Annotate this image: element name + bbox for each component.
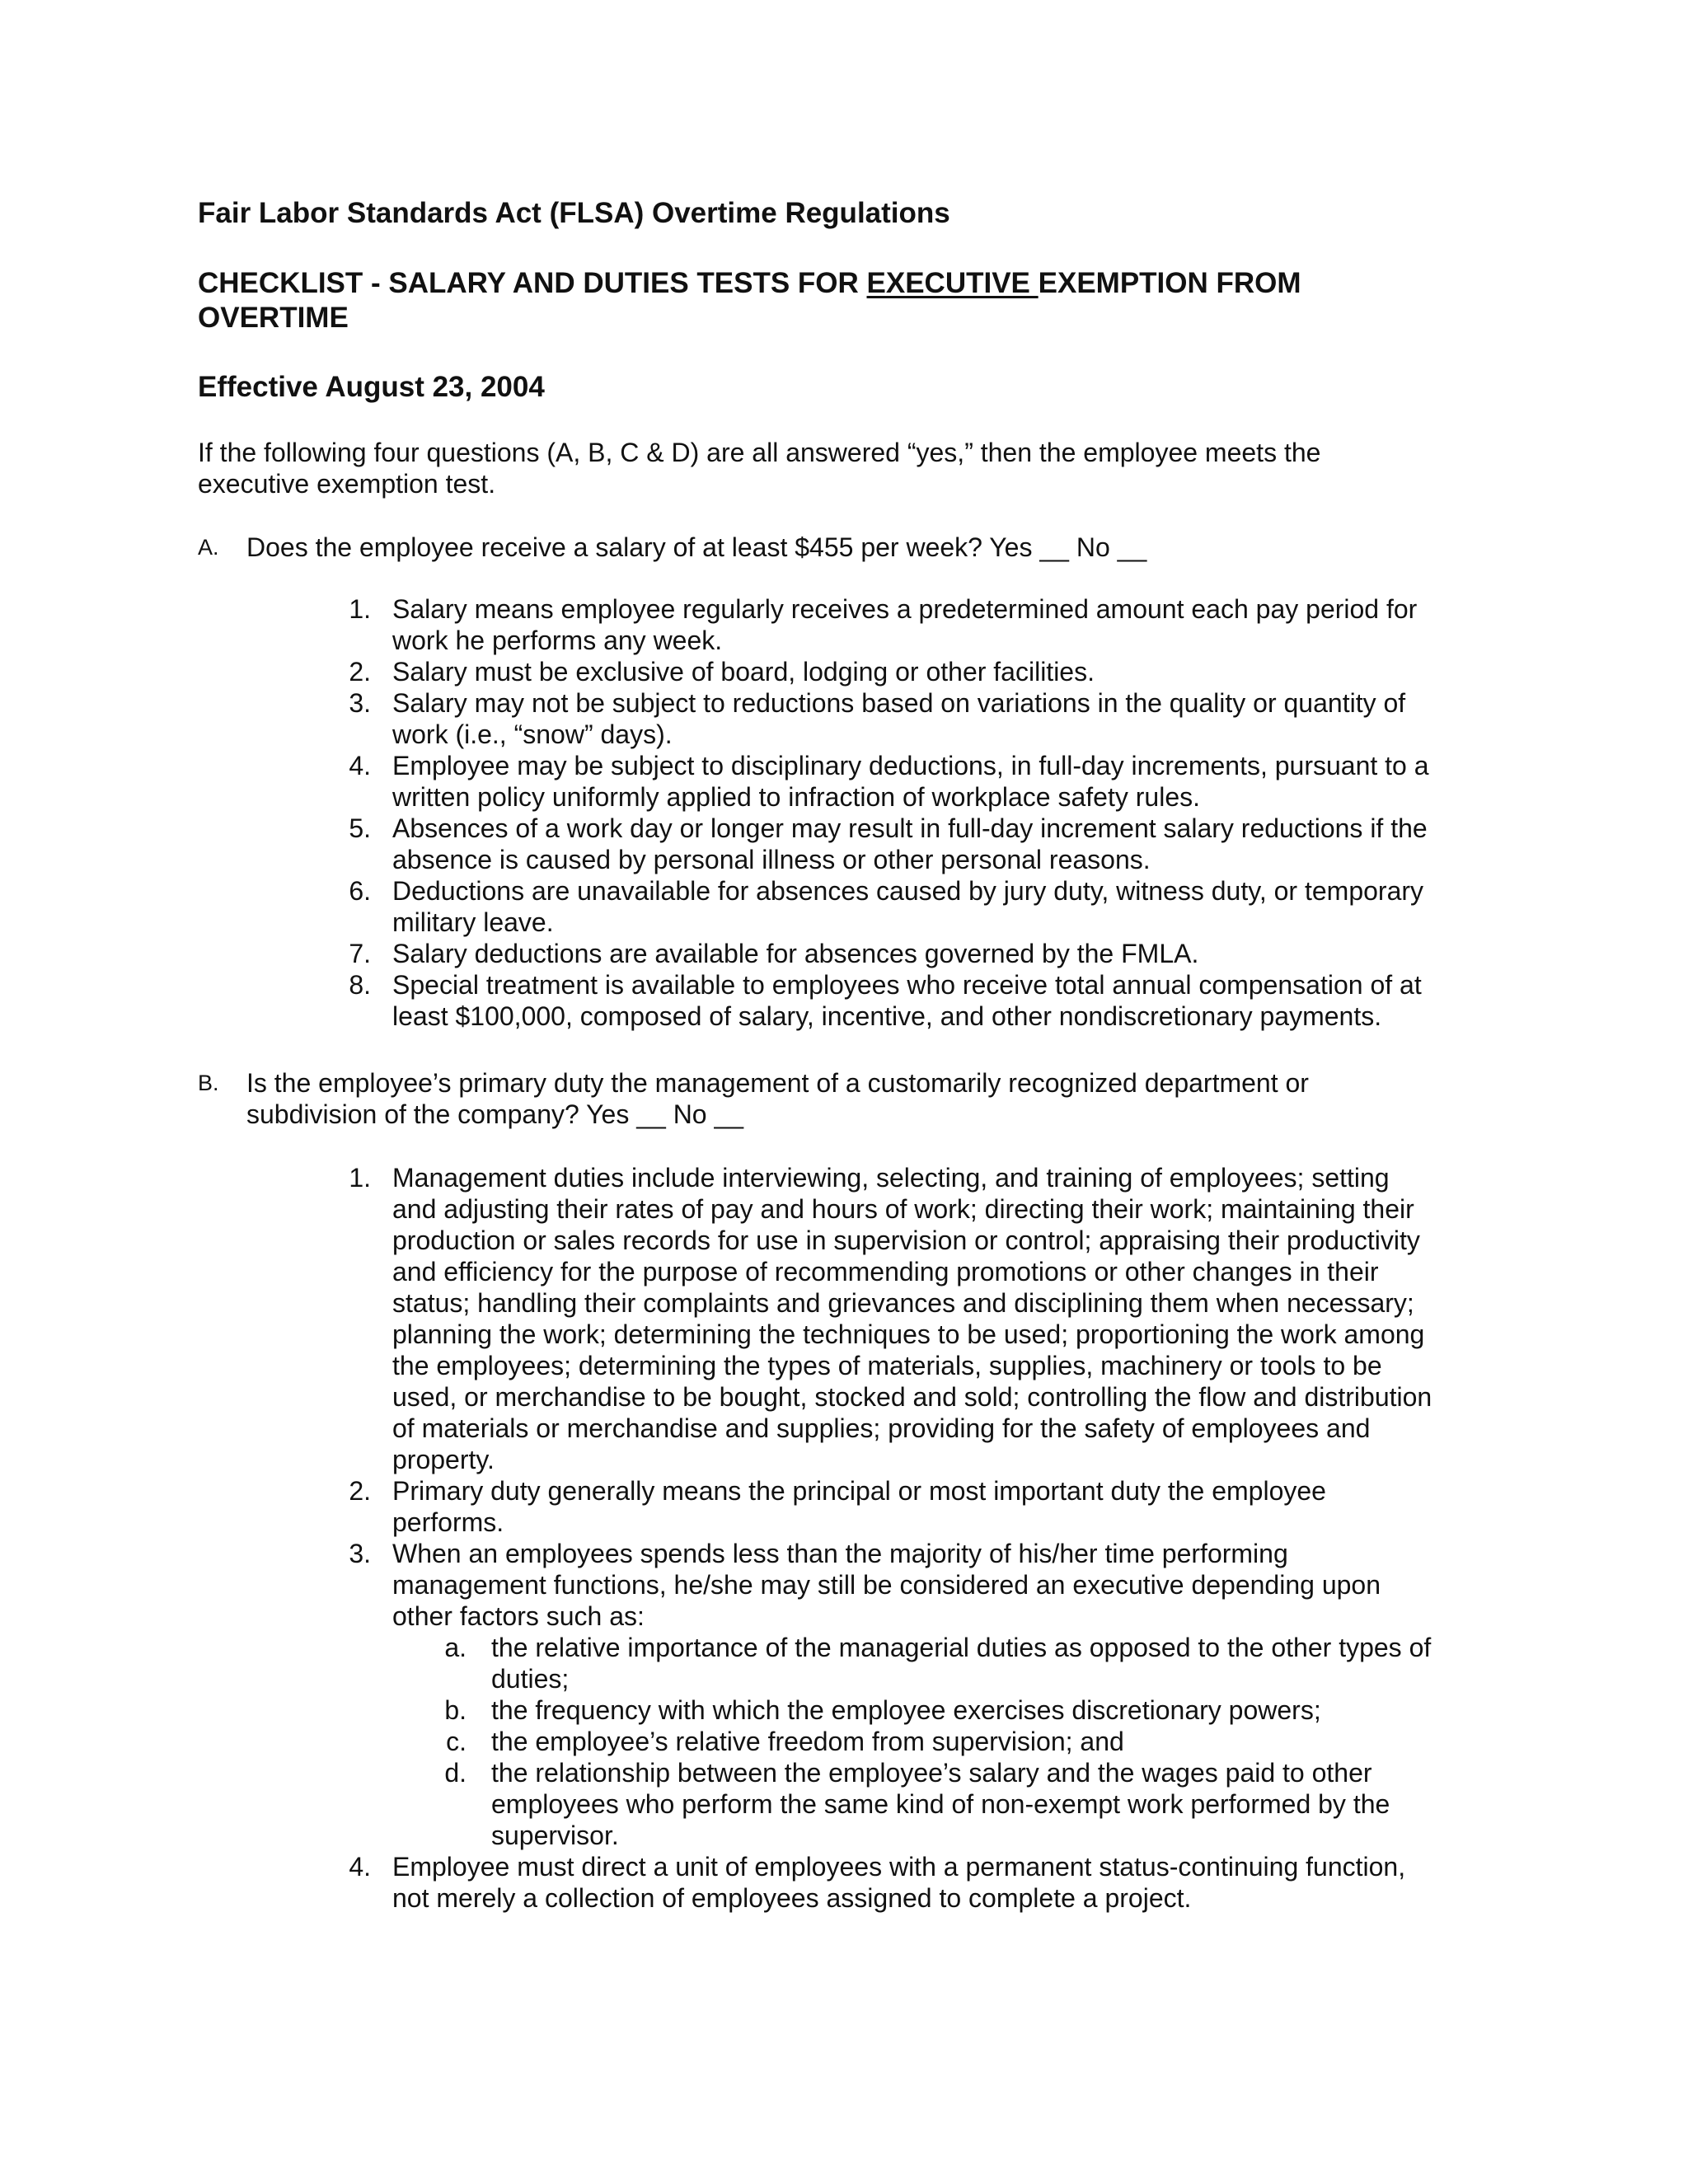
section-b-question-line1: Is the employee’s primary duty the management of a customarily recognized department or <box>246 1068 1309 1098</box>
section-b-subitem-c-number: c. <box>446 1727 467 1756</box>
section-b-subitem-b-text-line: the frequency with which the employee exercises discretionary powers; <box>491 1695 1321 1725</box>
section-b-item-1-number: 1. <box>349 1163 371 1193</box>
section-b-item-1-text-line: and efficiency for the purpose of recommending promotions or other changes in their <box>392 1257 1379 1286</box>
section-b-question-line2: subdivision of the company? Yes __ No __ <box>246 1099 744 1129</box>
intro-line-2: executive exemption test. <box>198 469 496 499</box>
section-b-item-1-text-line: property. <box>392 1445 495 1474</box>
section-b-item-4-text-line: Employee must direct a unit of employees with a permanent status-continuing function, <box>392 1852 1406 1882</box>
section-b-item-1-text-line: Management duties include interviewing, selecting, and training of employees; setting <box>392 1163 1390 1193</box>
section-b-marker: B. <box>198 1071 219 1095</box>
section-b-item-1-text-line: production or sales records for use in supervision or control; appraising their productivity <box>392 1226 1420 1255</box>
section-b-item-3-text-line: other factors such as: <box>392 1601 645 1631</box>
section-a-item-3-number: 3. <box>349 688 371 718</box>
section-b-subitem-a-text-line: the relative importance of the managerial duties as opposed to the other types of <box>491 1633 1432 1662</box>
section-b-item-3-text-line: management functions, he/she may still be considered an executive depending upon <box>392 1570 1381 1600</box>
section-b-item-1-text-line: used, or merchandise to be bought, stocked and sold; controlling the flow and distribution <box>392 1382 1432 1412</box>
checklist-prefix: CHECKLIST - SALARY AND DUTIES TESTS FOR <box>198 267 867 299</box>
section-a-item-4-text-line: Employee may be subject to disciplinary deductions, in full-day increments, pursuant to a <box>392 751 1429 780</box>
checklist-heading-line2: OVERTIME <box>198 302 349 334</box>
section-b-item-4-text-line: not merely a collection of employees assigned to complete a project. <box>392 1883 1192 1913</box>
section-a-item-2-number: 2. <box>349 657 371 687</box>
intro-line-1: If the following four questions (A, B, C & D) are all answered “yes,” then the employee meets the <box>198 438 1321 467</box>
section-a-item-6-text-line: military leave. <box>392 907 554 937</box>
section-b-item-4-number: 4. <box>349 1852 371 1882</box>
section-b-item-1-text-line: of materials or merchandise and supplies; providing for the safety of employees and <box>392 1413 1371 1443</box>
section-a-item-8-number: 8. <box>349 970 371 1000</box>
checklist-underlined: EXECUTIVE <box>866 267 1039 299</box>
section-a-item-1-text-line: work he performs any week. <box>392 626 723 655</box>
section-b-subitem-b-number: b. <box>444 1695 467 1725</box>
section-b-subitem-d-text-line: supervisor. <box>491 1821 619 1850</box>
section-b-item-2-number: 2. <box>349 1476 371 1506</box>
section-a-item-8-text-line: Special treatment is available to employees who receive total annual compensation of at <box>392 970 1422 1000</box>
section-a-item-5-number: 5. <box>349 813 371 843</box>
section-a-item-6-text-line: Deductions are unavailable for absences caused by jury duty, witness duty, or temporary <box>392 876 1424 906</box>
section-a-marker: A. <box>198 535 219 560</box>
section-b-item-1-text-line: planning the work; determining the techniques to be used; proportioning the work among <box>392 1319 1425 1349</box>
section-b-item-3-text-line: When an employees spends less than the majority of his/her time performing <box>392 1539 1288 1568</box>
section-b-item-2-text-line: performs. <box>392 1507 504 1537</box>
section-b-subitem-d-text-line: employees who perform the same kind of non-exempt work performed by the <box>491 1789 1390 1819</box>
section-b-subitem-c-text-line: the employee’s relative freedom from supervision; and <box>491 1727 1124 1756</box>
section-b-subitem-a-text-line: duties; <box>491 1664 570 1694</box>
section-a-item-8-text-line: least $100,000, composed of salary, incentive, and other nondiscretionary payments. <box>392 1001 1382 1031</box>
section-b-item-1-text-line: status; handling their complaints and grievances and disciplining them when necessary; <box>392 1288 1414 1318</box>
section-a-item-6-number: 6. <box>349 876 371 906</box>
section-b-item-1-text-line: the employees; determining the types of materials, supplies, machinery or tools to be <box>392 1351 1382 1380</box>
section-a-item-3-text-line: work (i.e., “snow” days). <box>392 719 673 749</box>
section-b-subitem-d-text-line: the relationship between the employee’s salary and the wages paid to other <box>491 1758 1372 1788</box>
section-a-question: Does the employee receive a salary of at least $455 per week? Yes __ No __ <box>246 532 1147 562</box>
section-b-item-2-text-line: Primary duty generally means the principal or most important duty the employee <box>392 1476 1326 1506</box>
section-a-item-5-text-line: absence is caused by personal illness or other personal reasons. <box>392 845 1151 874</box>
section-a-item-1-text-line: Salary means employee regularly receives a predetermined amount each pay period for <box>392 594 1418 624</box>
document-title: Fair Labor Standards Act (FLSA) Overtime Regulations <box>198 197 950 229</box>
section-b-item-3-number: 3. <box>349 1539 371 1568</box>
section-b-subitem-d-number: d. <box>444 1758 467 1788</box>
section-a-item-5-text-line: Absences of a work day or longer may result in full-day increment salary reductions if the <box>392 813 1428 843</box>
section-a-item-1-number: 1. <box>349 594 371 624</box>
section-b-item-1-text-line: and adjusting their rates of pay and hours of work; directing their work; maintaining their <box>392 1194 1414 1224</box>
section-a-item-2-text-line: Salary must be exclusive of board, lodging or other facilities. <box>392 657 1095 687</box>
section-a-item-4-number: 4. <box>349 751 371 780</box>
section-b-subitem-a-number: a. <box>444 1633 467 1662</box>
effective-date: Effective August 23, 2004 <box>198 371 545 403</box>
section-a-item-3-text-line: Salary may not be subject to reductions based on variations in the quality or quantity of <box>392 688 1406 718</box>
checklist-suffix: EXEMPTION FROM <box>1038 267 1301 299</box>
section-a-item-4-text-line: written policy uniformly applied to infraction of workplace safety rules. <box>392 782 1200 812</box>
section-a-item-7-number: 7. <box>349 939 371 968</box>
checklist-heading-line1 <box>198 266 1301 301</box>
section-a-item-7-text-line: Salary deductions are available for absences governed by the FMLA. <box>392 939 1199 968</box>
